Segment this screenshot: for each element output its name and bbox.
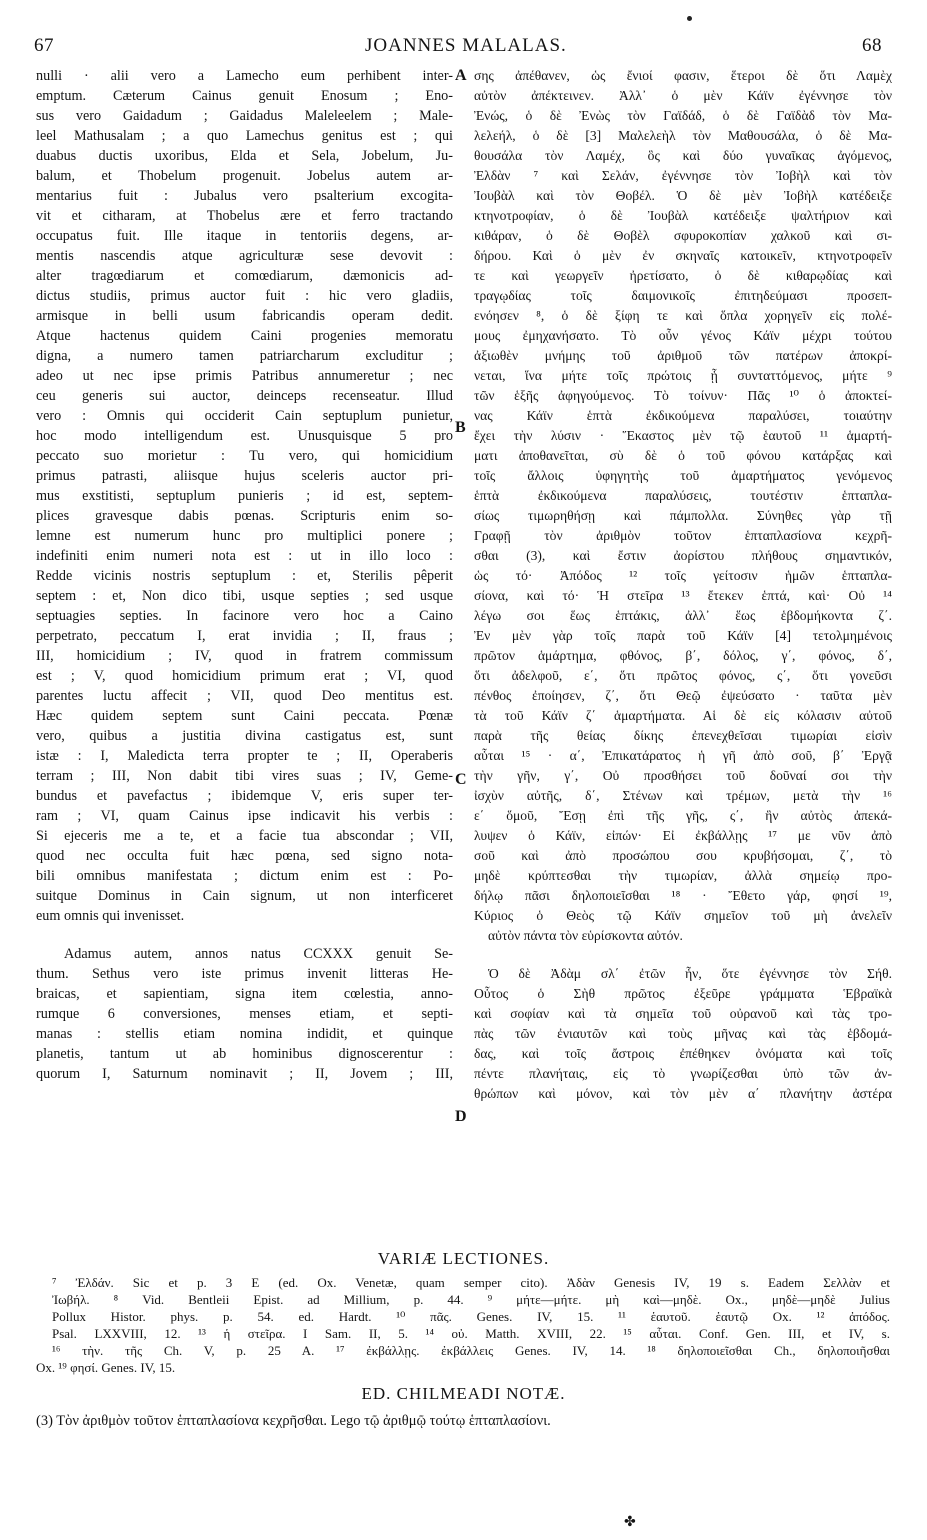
section-marker-b: B <box>455 419 466 436</box>
variae-line: Ox. ¹⁹ φησί. Genes. IV, 15. <box>36 1360 176 1375</box>
variae-line: ⁷ Ἐλδάν. Sic et p. 3 E (ed. Ox. Venetæ, quam semper cito). Ἀδὰν Genesis IV, 19 s. Eadem Σελλὰν et <box>52 1275 890 1290</box>
greek-line: θρώπων καὶ μόνον, καὶ τὸν μὲν α΄ πλανήτην ἀστέρα <box>474 1086 892 1101</box>
latin-line: occupatus fuit. Ille itaque in tentoriis degens, ar- <box>36 228 453 244</box>
greek-line: σης ἀπέθανεν, ὡς ἔνιοί φασιν, ἕτεροι δὲ ὅτι Λαμὲχ <box>474 68 892 83</box>
chilmead-notes-title: ED. CHILMEADI NOTÆ. <box>361 1384 566 1403</box>
section-marker-c: C <box>455 771 467 788</box>
greek-line: πρῶτον ἁμάρτημα, φθόνος, β΄, δόλος, γ΄, φόνος, δ΄, <box>474 648 892 663</box>
greek-line: ἔχει τὴν λύσιν · Ἕκαστος μὲν τῷ ἑαυτοῦ ¹¹ ἁμαρτή- <box>474 428 892 443</box>
latin-line: duabus ductis uxoribus, Elda et Sela, Jobelum, Ju- <box>36 148 453 164</box>
latin-line: peccato suo morietur : Tu vero, qui homicidium <box>36 448 453 464</box>
latin-line: mentis nascendis atque agriculturæ sese devovit : <box>36 248 453 264</box>
variae-line: Pollux Histor. phys. p. 54. ed. Hardt. ¹⁰ πᾶς. Genes. IV, 15. ¹¹ ἑαυτοῦ. ἑαυτῷ Ox. ¹² ἀπόδος. <box>52 1309 890 1324</box>
greek-line: αὐτὸν πάντα τὸν εὑρίσκοντα αὐτόν. <box>488 928 683 943</box>
latin-line: lemne est numerum hunc pro multiplici ponere ; <box>36 528 453 544</box>
greek-line: σίονα, καὶ τό· Ἡ στεῖρα ¹³ ἔτεκεν ἑπτά, καὶ· Οὐ ¹⁴ <box>474 588 892 603</box>
greek-line: Οὗτος ὁ Σὴθ πρῶτος ἐξεῦρε γράμματα Ἑβραϊκὰ <box>474 986 892 1001</box>
latin-line: terram ; III, Non dabit tibi vires suas ; IV, Geme- <box>36 768 453 784</box>
greek-line: τὴν γῆν, γ΄, Οὐ προσθήσει τοῦ δοῦναί σοι τὴν <box>474 768 892 783</box>
greek-line: τῶν ἑξῆς ἀφηγούμενος. Τὸ τοίνυν· Πᾶς ¹⁰ ὁ ἀποκτεί- <box>474 388 892 403</box>
latin-line: est ; V, quod homicidium primum erat ; VI, quod <box>36 668 453 684</box>
latin-line: septem : et, Non dico tibi, usque septies ; sed usque <box>36 588 453 604</box>
section-marker-d: D <box>455 1108 467 1125</box>
greek-line: πέντε πλανήταις, εἰς τὸ γνωρίζεσθαι ὑπὸ τῶν ἀν- <box>474 1066 892 1081</box>
latin-line: manas : stellis etiam nomina indidit, et quinque <box>36 1026 453 1042</box>
greek-line: πένθος ἐποίησεν, ζ΄, ὅτι Θεῷ ἐψεύσατο · ταῦτα μὲν <box>474 688 892 703</box>
printer-mark: ✤ <box>624 1515 636 1530</box>
latin-line: vit et citharam, at Thobelus ære et ferro tractando <box>36 208 453 224</box>
latin-line: eum omnis qui invenisset. <box>36 908 185 924</box>
greek-line: σθαι (3), καὶ ἔστιν ἀορίστου πλήθους σημαντικόν, <box>474 548 892 563</box>
page-number-left: 67 <box>34 35 54 56</box>
greek-line: νας Κάϊν ἑπτὰ ἐκδικούμενα παραλύσει, τοιαύτην <box>474 408 892 423</box>
greek-line: λέγω σοι ἕως ἑπτάκις, ἀλλ᾽ ἕως ἑβδομήκοντα ζ΄. <box>474 608 892 623</box>
variae-line: ¹⁶ τὴν. τῆς Ch. V, p. 25 A. ¹⁷ ἐκβάλλῃς. ἐκβάλλεις Genes. IV, 14. ¹⁸ δηλοποιεῖσθαι Ch., δηλοποιῆσθαι <box>52 1343 890 1358</box>
latin-line: III, homicidium ; IV, quod in fratrem commissum <box>36 648 453 664</box>
latin-line: digna, a numero tamen patriarcharum excluditur ; <box>36 348 453 364</box>
latin-line: bundus et pavefactus ; ibidemque V, eris super ter- <box>36 788 453 804</box>
greek-line: κτηνοτροφίαν, ὁ δὲ Ἰουβὰλ κατέδειξε ψαλτήριον καὶ <box>474 208 892 223</box>
variae-line: Ἰωβήλ. ⁸ Vid. Bentleii Epist. ad Millium, p. 44. ⁹ μήτε—μήτε. μὴ καὶ—μηδὲ. Ox., μηδὲ—μηδὲ Julius <box>52 1292 890 1307</box>
latin-line: Hæc quidem septem sunt Caini peccata. Pœnæ <box>36 708 453 724</box>
greek-line: τε καὶ γεωργεῖν ἠρετίσατο, ὁ δὲ κιθαρῳδίας καὶ <box>474 268 892 283</box>
greek-line: δήλῳ πᾶσι δηλοποιεῖσθαι ¹⁸ · Ἔθετο γάρ, φησί ¹⁹, <box>474 888 892 903</box>
latin-line: Adamus autem, annos natus CCXXX genuit Se- <box>64 946 453 962</box>
ink-dot <box>687 16 692 21</box>
greek-line: τραγῳδίας τοῖς δαιμονικοῖς ἐπιτηδεύμασι προσεπ- <box>474 288 892 303</box>
greek-line: μους ἐμηχανήσατο. Τὸ οὖν γένος Κάϊν μέχρι τούτου <box>474 328 892 343</box>
greek-line: σοῦ καὶ ἀπὸ προσώπου σου κρυβήσομαι, ζ΄, τὸ <box>474 848 892 863</box>
greek-line: καὶ σοφίαν καὶ τὰ σημεῖα τοῦ οὐρανοῦ καὶ τὰς τρο- <box>474 1006 892 1021</box>
latin-line: ram ; VI, quam Cainus ipse indicavit his verbis : <box>36 808 453 824</box>
variae-lectiones-title: VARIÆ LECTIONES. <box>377 1249 550 1268</box>
greek-line: Γραφῇ τὸν ἀριθμὸν τοῦτον ἑπταπλασίονα κεχρῆ- <box>474 528 892 543</box>
greek-line: σίως τιμωρηθήσῃ καὶ πάμπολλα. Σύνηθες γὰρ τῇ <box>474 508 892 523</box>
latin-line: alter tragœdiarum et comœdiarum, dæmonicis ad- <box>36 268 453 284</box>
greek-line: ματι ἀποθανεῖται, σὺ δὲ ὁ τοῦ φόνου κατάρξας καὶ <box>474 448 892 463</box>
latin-line: emptum. Cæterum Cainus genuit Enosum ; Eno- <box>36 88 453 104</box>
latin-line: quorum I, Saturnum nominavit ; II, Jovem ; III, <box>36 1066 453 1082</box>
section-marker-a: A <box>455 67 467 84</box>
latin-line: mentarius fuit : Jubalus vero psalterium excogita- <box>36 188 453 204</box>
greek-line: πὰς τῶν ἐνιαυτῶν καὶ τοὺς μῆνας καὶ τὰς ἑβδομά- <box>474 1026 892 1041</box>
latin-line: hoc modo intelligendum est. Unusquisque 5 pro <box>36 428 453 444</box>
greek-line: θουσάλα τὸν Λαμέχ, ὃς καὶ δύο γυναῖκας ἀγόμενος, <box>474 148 892 163</box>
greek-line: ἑπτὰ ἐκδικούμενα παραλύσεις, τουτέστιν ἑπταπλα- <box>474 488 892 503</box>
latin-line: plices gravesque dabis pœnas. Scripturis enim so- <box>36 508 453 524</box>
latin-line: suitque Dominus in Cain signum, ut non interficeret <box>36 888 453 904</box>
greek-line: τοῖς ἄλλοις ὑφηγητὴς τοῦ ἁμαρτήματος γενόμενος <box>474 468 892 483</box>
greek-line: αὐτὸν ἀπέκτεινεν. Ἀλλ᾽ ὁ μὲν Κάϊν ἐγέννησε τὸν <box>474 88 892 103</box>
latin-line: sus vero Gaidadum ; Gaidadus Maleleelem ; Male- <box>36 108 453 124</box>
greek-line: ἀξιωθὲν μνήμης τοῦ ἀριθμοῦ τῶν πατέρων ἀποκρί- <box>474 348 892 363</box>
latin-line: mus exstitisti, septuplum punieris ; id est, septem- <box>36 488 453 504</box>
latin-line: balum, et Thobelum progenuit. Jobelus autem ar- <box>36 168 453 184</box>
latin-line: ceu generis sui auctor, deinceps recenseatur. Illud <box>36 388 453 404</box>
latin-line: planetis, tantum ut ab hominibus dignoscerentur : <box>36 1046 453 1062</box>
latin-line: quod nec occulta fuit hæc pœna, sed signo nota- <box>36 848 453 864</box>
latin-line: Redde vicinis nostris septuplum : et, Sterilis pêperit <box>36 568 453 584</box>
greek-line: λυψεν ὁ Κάϊν, εἰπών· Εἰ ἐκβάλλῃς ¹⁷ με νῦν ἀπὸ <box>474 828 892 843</box>
greek-line: Κύριος ὁ Θεὸς τῷ Κάϊν σημεῖον τοῦ μὴ ἀνελεῖν <box>474 908 892 923</box>
greek-line: νεται, ἵνα μήτε τοῖς πρώτοις ᾖ συνταττόμενος, μήτε ⁹ <box>474 368 892 383</box>
latin-line: septuagies septies. In facinore vero hoc a Caino <box>36 608 453 624</box>
greek-line: ὡς τό· Ἀπόδος ¹² τοῖς γείτοσιν ἡμῶν ἑπταπλα- <box>474 568 892 583</box>
greek-line: Ἐν μὲν γὰρ τοῖς παρὰ τοῦ Κάϊν [4] τετολμημένοις <box>474 628 892 643</box>
latin-line: adeo ut nec ipse primis Patribus annumeretur ; nec <box>36 368 453 384</box>
chilmead-note: (3) Τὸν ἀριθμὸν τοῦτον ἑπταπλασίονα κεχρῆσθαι. Lego τῷ ἀριθμῷ τούτῳ ἑπταπλασίονι. <box>36 1413 551 1429</box>
greek-line: Ἐλδὰν ⁷ καὶ Σελάν, ἐγέννησε τὸν Ἰοβὴλ καὶ τὸν <box>474 168 892 183</box>
latin-line: nulli · alii vero a Lamecho eum perhibent inter- <box>36 68 453 84</box>
latin-line: leel Mathusalam ; a quo Lamechus genitus est ; qui <box>36 128 453 144</box>
latin-line: parentes luctu affecit ; VII, quod Deo mentitus est. <box>36 688 453 704</box>
running-title: JOANNES MALALAS. <box>365 35 567 56</box>
greek-line: ε΄ ὅμοῦ, Ἔσῃ ἐπὶ τῆς γῆς, ς΄, ἣν αὐτὸς ἀπεκά- <box>474 808 892 823</box>
latin-line: indefiniti enim numeri nota est : ut in illo loco : <box>36 548 453 564</box>
latin-line: vero : Omnis qui occiderit Cain septuplum punietur, <box>36 408 453 424</box>
greek-line: μηδὲ κρύπτεσθαι τὴν τιμωρίαν, ἀλλὰ σημείῳ προ- <box>474 868 892 883</box>
greek-line: δήρου. Καὶ ὁ μὲν ἐν σκηναῖς κατοικεῖν, κτηνοτροφεῖν <box>474 248 892 263</box>
greek-line: δας, καὶ τοῖς ἄστροις ἐπέθηκεν ὀνόματα καὶ τοῖς <box>474 1046 892 1061</box>
latin-line: primus patrasti, aliisque hujus sceleris auctor pri- <box>36 468 453 484</box>
greek-line: ἰσχὺν αὐτῆς, δ΄, Στένων καὶ τρέμων, μετὰ τὴν ¹⁶ <box>474 788 892 803</box>
latin-line: rumque 6 conversiones, menses etiam, et septi- <box>36 1006 453 1022</box>
latin-line: Si ejeceris me a te, et a facie tua abscondar ; VII, <box>36 828 453 844</box>
latin-line: armisque in belli usum fabricandis operam dedit. <box>36 308 453 324</box>
latin-line: thum. Sethus vero iste primus invenit litteras He- <box>36 966 453 982</box>
latin-line: perpetrato, peccatum I, erat invidia ; II, fraus ; <box>36 628 453 644</box>
greek-line: κιθάραν, ὁ δὲ Θοβὲλ σφυροκοπίαν χαλκοῦ καὶ σι- <box>474 228 892 243</box>
greek-line: Ὁ δὲ Ἀδὰμ σλ΄ ἐτῶν ἦν, ὅτε ἐγέννησε τὸν Σήθ. <box>488 966 892 981</box>
greek-line: ενόησεν ⁸, ὁ δὲ ξίφη τε καὶ ὅπλα χορηγεῖν εἰς πολέ- <box>474 308 892 323</box>
latin-line: vero, quibus a justitia divina castigatus est, sunt <box>36 728 453 744</box>
greek-line: παρὰ τῆς θείας δίκης ἐπενεχθεῖσαι τιμωρίαι εἰσὶν <box>474 728 892 743</box>
latin-line: braicas, et sapientiam, signa item cœlestia, anno- <box>36 986 453 1002</box>
page-number-right: 68 <box>862 35 882 56</box>
greek-line: λελεήλ, ὁ δὲ [3] Μαλελεὴλ τὸν Μαθουσάλα, ὁ δὲ Μα- <box>474 128 892 143</box>
greek-line: αὗται ¹⁵ · α΄, Ἐπικατάρατος ἡ γῆ ἀπὸ σοῦ, β΄ Ἐργᾷ <box>474 748 892 763</box>
greek-line: ὅτι ἀδελφοῦ, ε΄, ὅτι πρῶτος φόνος, ς΄, ὅτι γονεῦσι <box>474 668 892 683</box>
latin-line: Atque hactenus quidem Caini progenies memoratu <box>36 328 453 344</box>
greek-line: Ἰουβὰλ καὶ τὸν Θοβέλ. Ὁ δὲ μὲν Ἰοβὴλ κατέδειξε <box>474 188 892 203</box>
latin-line: bili omnibus manifestata ; dictum enim est : Po- <box>36 868 453 884</box>
greek-line: Ἐνώς, ὁ δὲ Ἐνὼς τὸν Γαϊδάδ, ὁ δὲ Γαϊδὰδ τὸν Μα- <box>474 108 892 123</box>
latin-line: dictus studiis, primus auctor fuit : hic vero gladiis, <box>36 288 453 304</box>
variae-line: Psal. LXXVIII, 12. ¹³ ἡ στεῖρα. I Sam. II, 5. ¹⁴ οὐ. Matth. XVIII, 22. ¹⁵ αὗται. Conf. Gen. III, et IV, s. <box>52 1326 890 1341</box>
greek-line: τὰ τοῦ Κάϊν ζ΄ ἁμαρτήματα. Αἱ δὲ εἰς κόλασιν αὐτοῦ <box>474 708 892 723</box>
latin-line: istæ : I, Maledicta terra propter te ; II, Operaberis <box>36 748 453 764</box>
